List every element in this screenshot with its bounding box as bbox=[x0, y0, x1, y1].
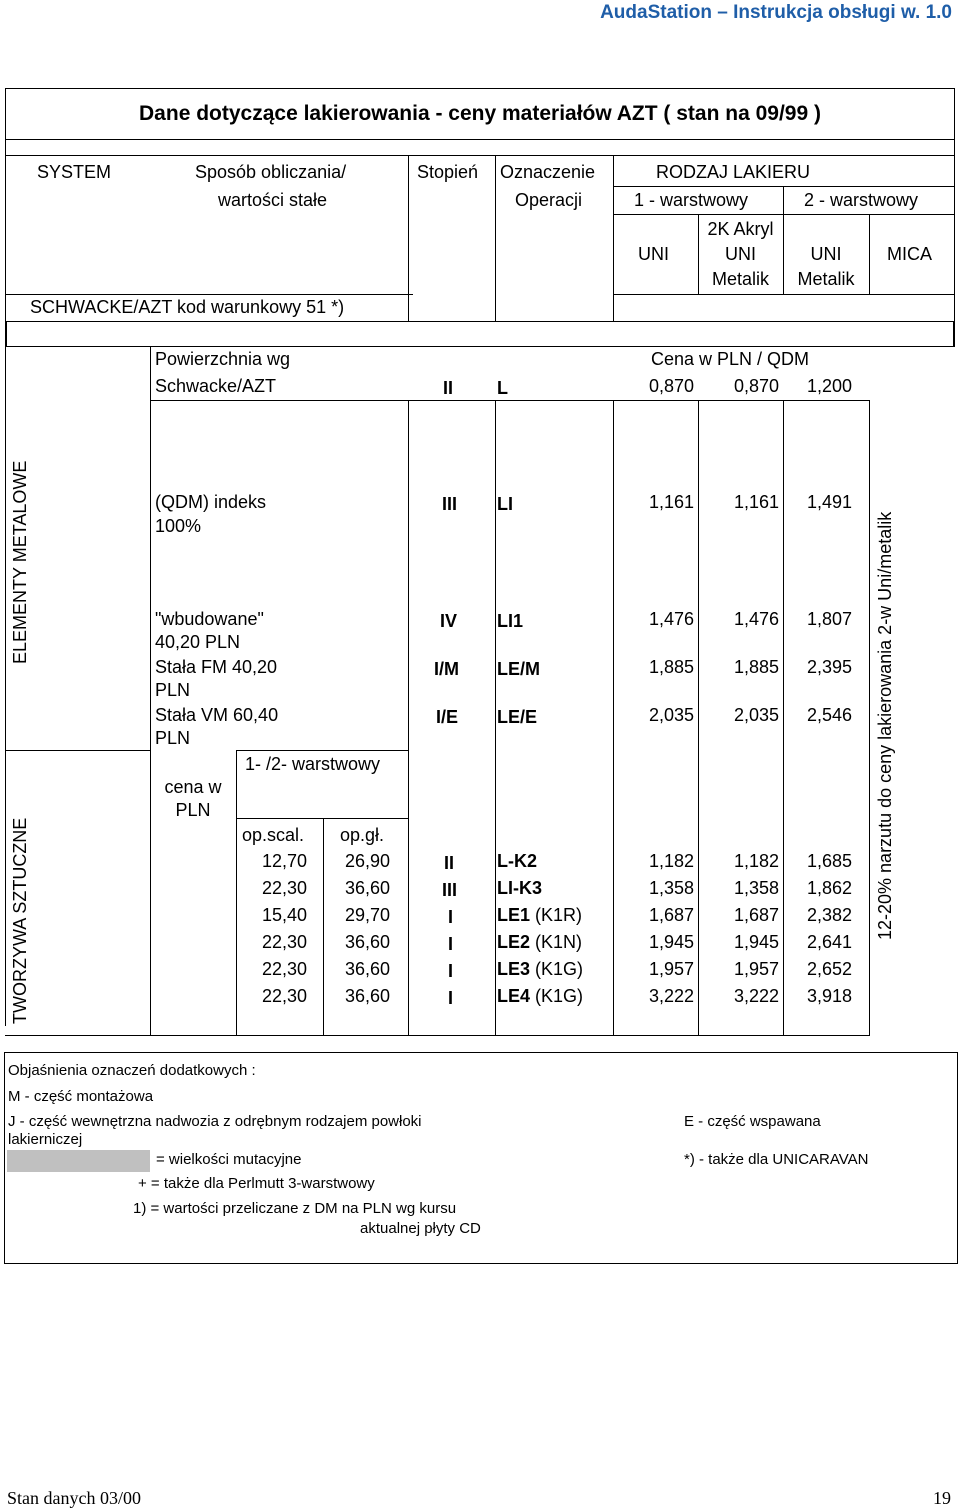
table-row-v3: 1,685 bbox=[806, 851, 852, 871]
table-row-degree: I bbox=[448, 934, 454, 954]
row-lee-op: LE/E bbox=[497, 707, 538, 727]
legend-j-2: lakierniczej bbox=[8, 1131, 83, 1148]
plastic-opgl-label: op.gł. bbox=[340, 825, 385, 845]
row-l-op: L bbox=[497, 378, 508, 398]
header-uni-metalik-2: Metalik bbox=[797, 269, 855, 289]
legend-j-1: J - część wewnętrzna nadwozia z odrębnym rodzajem powłoki bbox=[8, 1113, 422, 1130]
row-li-desc-2: 100% bbox=[155, 516, 202, 536]
row-lem-op: LE/M bbox=[497, 659, 540, 679]
row-li1-v3: 1,807 bbox=[806, 609, 852, 629]
row-l-v2: 0,870 bbox=[733, 376, 779, 396]
header-uni-metalik-1: UNI bbox=[810, 244, 842, 264]
legend-one-2: aktualnej płyty CD bbox=[360, 1220, 481, 1237]
header-one-layer: 1 - warstwowy bbox=[634, 190, 749, 210]
table-row-op: LE1 (K1R) bbox=[497, 905, 583, 925]
plastic-layers-label: 1- /2- warstwowy bbox=[245, 754, 381, 774]
header-degree: Stopień bbox=[417, 162, 479, 182]
side-label-metal: ELEMENTY METALOWE bbox=[10, 460, 30, 664]
row-lee-desc-2: PLN bbox=[155, 728, 191, 748]
row-li-v1: 1,161 bbox=[648, 492, 694, 512]
row-l-degree: II bbox=[443, 378, 454, 398]
table-row-v2: 1,358 bbox=[733, 878, 779, 898]
table-row-v2: 1,182 bbox=[733, 851, 779, 871]
header-operation-1: Oznaczenie bbox=[500, 162, 596, 182]
table-row-v2: 1,945 bbox=[733, 932, 779, 952]
table-row-a: 22,30 bbox=[261, 986, 307, 1006]
header-akryl-3: Metalik bbox=[711, 269, 769, 289]
row-lem-v1: 1,885 bbox=[648, 657, 694, 677]
table-row-degree: III bbox=[442, 880, 458, 900]
table-row-b: 36,60 bbox=[344, 986, 390, 1006]
table-row-a: 22,30 bbox=[261, 932, 307, 952]
legend-plus: + = także dla Perlmutt 3-warstwowy bbox=[138, 1175, 375, 1192]
row-lem-v3: 2,395 bbox=[806, 657, 852, 677]
header-schwacke-code: SCHWACKE/AZT kod warunkowy 51 *) bbox=[30, 297, 345, 317]
legend-title: Objaśnienia oznaczeń dodatkowych : bbox=[8, 1062, 256, 1079]
footer-date: Stan danych 03/00 bbox=[7, 1488, 141, 1508]
row-li-v3: 1,491 bbox=[806, 492, 852, 512]
table-row-v3: 2,652 bbox=[806, 959, 852, 979]
header-mica: MICA bbox=[887, 244, 932, 264]
row-li1-op: LI1 bbox=[497, 611, 524, 631]
table-row-b: 26,90 bbox=[344, 851, 390, 871]
table-row-b: 36,60 bbox=[344, 959, 390, 979]
legend-one-1: 1) = wartości przeliczane z DM na PLN wg kursu bbox=[133, 1200, 457, 1217]
header-akryl-2: UNI bbox=[725, 244, 756, 264]
surface-label-2: Schwacke/AZT bbox=[155, 376, 277, 396]
table-row-a: 22,30 bbox=[261, 959, 307, 979]
header-system: SYSTEM bbox=[37, 162, 112, 182]
table-row-a: 12,70 bbox=[261, 851, 307, 871]
header-method-2: wartości stałe bbox=[218, 190, 328, 210]
surface-label-1: Powierzchnia wg bbox=[155, 349, 291, 369]
table-row-v1: 1,358 bbox=[648, 878, 694, 898]
table-row-degree: I bbox=[448, 961, 454, 981]
legend-mutable: = wielkości mutacyjne bbox=[156, 1151, 302, 1168]
table-row-a: 15,40 bbox=[261, 905, 307, 925]
table-row-v3: 2,641 bbox=[806, 932, 852, 952]
table-row-v3: 3,918 bbox=[806, 986, 852, 1006]
row-lee-v3: 2,546 bbox=[806, 705, 852, 725]
row-l-v1: 0,870 bbox=[648, 376, 694, 396]
table-row-v1: 1,957 bbox=[648, 959, 694, 979]
plastic-opscal-label: op.scal. bbox=[242, 825, 305, 845]
row-lee-desc-1: Stała VM 60,40 bbox=[155, 705, 279, 725]
table-row-v1: 1,182 bbox=[648, 851, 694, 871]
plastic-price-label-1: cena w bbox=[164, 777, 222, 797]
header-method-1: Sposób obliczania/ bbox=[195, 162, 347, 182]
row-li1-v2: 1,476 bbox=[733, 609, 779, 629]
row-li1-degree: IV bbox=[440, 611, 458, 631]
legend-m: M - część montażowa bbox=[8, 1088, 154, 1105]
row-li-v2: 1,161 bbox=[733, 492, 779, 512]
side-label-surcharge: 12-20% narzutu do ceny lakierowania 2-w Uni/metalik bbox=[875, 511, 895, 940]
table-row-v1: 1,945 bbox=[648, 932, 694, 952]
gray-swatch bbox=[7, 1150, 150, 1172]
table-row-degree: I bbox=[448, 907, 454, 927]
row-li1-desc-2: 40,20 PLN bbox=[155, 632, 241, 652]
table-row-v2: 3,222 bbox=[733, 986, 779, 1006]
table-row-op: LI-K3 bbox=[497, 878, 542, 898]
header-two-layer: 2 - warstwowy bbox=[804, 190, 919, 210]
table-row-degree: II bbox=[444, 853, 455, 873]
table-row-v2: 1,687 bbox=[733, 905, 779, 925]
table-row-v1: 1,687 bbox=[648, 905, 694, 925]
row-li1-v1: 1,476 bbox=[648, 609, 694, 629]
price-header: Cena w PLN / QDM bbox=[651, 349, 810, 369]
table-row-b: 36,60 bbox=[344, 932, 390, 952]
row-l-v3: 1,200 bbox=[806, 376, 852, 396]
table-row-v3: 1,862 bbox=[806, 878, 852, 898]
header-operation-2: Operacji bbox=[515, 190, 583, 210]
plastic-price-label-2: PLN bbox=[175, 800, 211, 820]
table-row-op: LE4 (K1G) bbox=[497, 986, 584, 1006]
row-lem-desc-1: Stała FM 40,20 bbox=[155, 657, 278, 677]
row-li1-desc-1: "wbudowane" bbox=[155, 609, 264, 629]
legend-unicaravan: *) - także dla UNICARAVAN bbox=[684, 1151, 869, 1168]
page-number: 19 bbox=[933, 1488, 951, 1508]
row-lem-desc-2: PLN bbox=[155, 680, 191, 700]
row-li-op: LI bbox=[497, 494, 513, 514]
table-row-v2: 1,957 bbox=[733, 959, 779, 979]
row-li-degree: III bbox=[442, 494, 458, 514]
side-label-plastic: TWORZYWA SZTUCZNE bbox=[10, 817, 30, 1024]
table-row-v1: 3,222 bbox=[648, 986, 694, 1006]
row-lee-v2: 2,035 bbox=[733, 705, 779, 725]
table-row-v3: 2,382 bbox=[806, 905, 852, 925]
row-lem-v2: 1,885 bbox=[733, 657, 779, 677]
table-row-degree: I bbox=[448, 988, 454, 1008]
row-lem-degree: I/M bbox=[434, 659, 459, 679]
table-row-op: LE2 (K1N) bbox=[497, 932, 583, 952]
header-uni: UNI bbox=[638, 244, 669, 264]
row-lee-degree: I/E bbox=[436, 707, 459, 727]
table-row-a: 22,30 bbox=[261, 878, 307, 898]
table-row-b: 36,60 bbox=[344, 878, 390, 898]
legend-e: E - część wspawana bbox=[684, 1113, 821, 1130]
table-row-op: LE3 (K1G) bbox=[497, 959, 584, 979]
row-lee-v1: 2,035 bbox=[648, 705, 694, 725]
header-akryl-1: 2K Akryl bbox=[707, 219, 774, 239]
table-title: Dane dotyczące lakierowania - ceny materiałów AZT ( stan na 09/99 ) bbox=[139, 102, 821, 125]
header-paint-type: RODZAJ LAKIERU bbox=[656, 162, 811, 182]
table-row-b: 29,70 bbox=[344, 905, 390, 925]
row-li-desc-1: (QDM) indeks bbox=[155, 492, 267, 512]
table-row-op: L-K2 bbox=[497, 851, 537, 871]
page-header: AudaStation – Instrukcja obsługi w. 1.0 bbox=[600, 2, 952, 23]
